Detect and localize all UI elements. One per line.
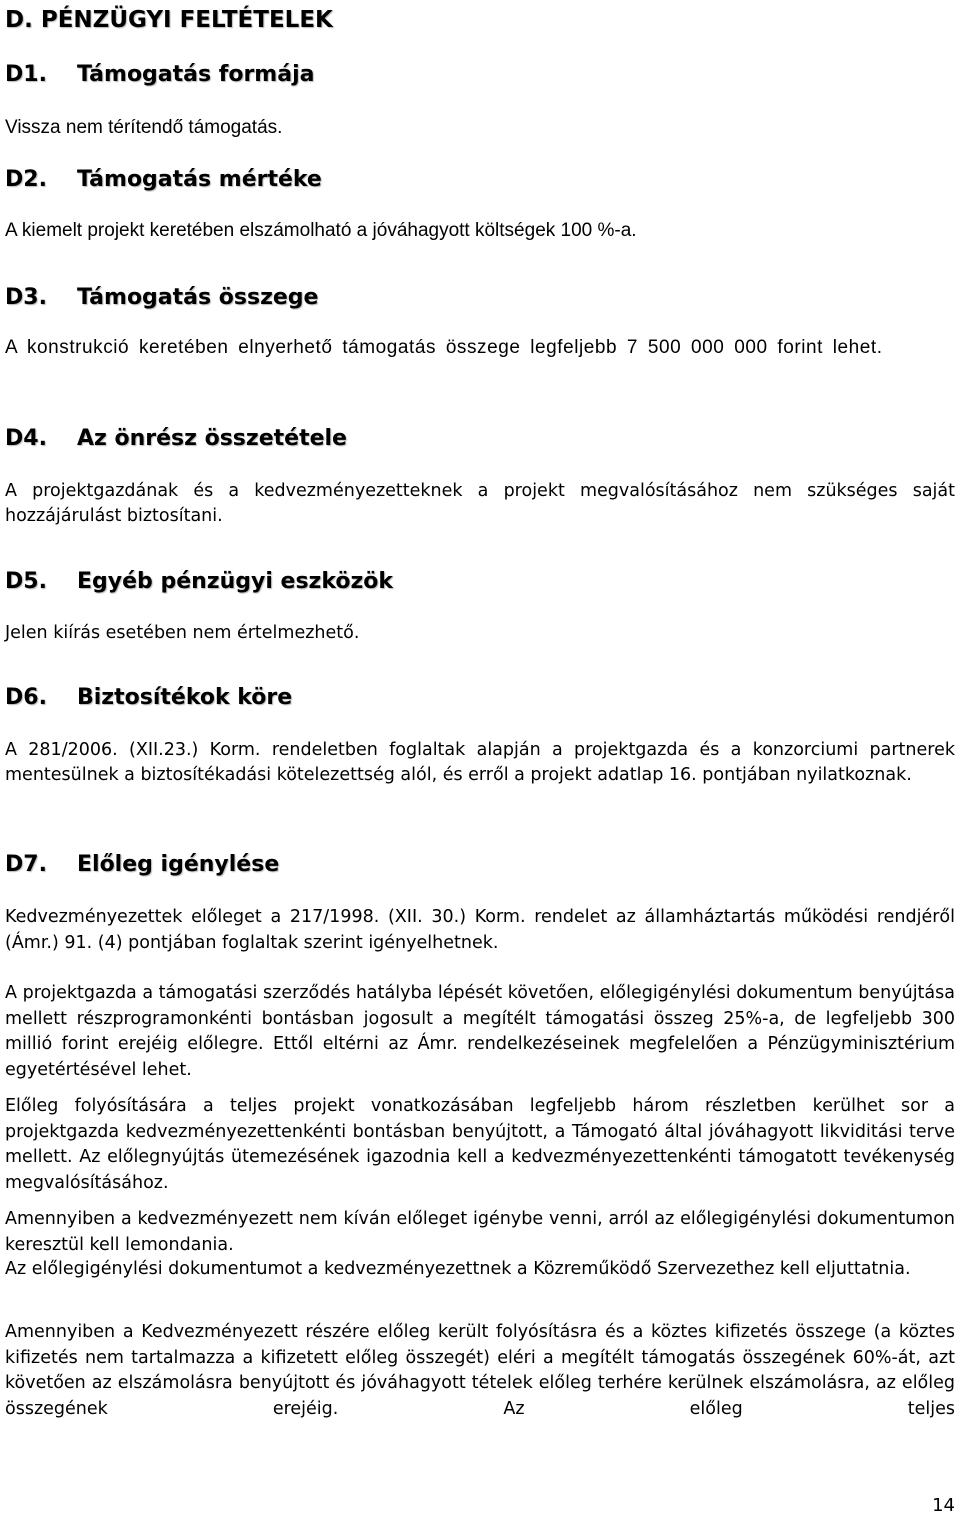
section-heading-d5 xyxy=(5,569,955,595)
document-title: D. PÉNZÜGYI FELTÉTELEK xyxy=(5,7,333,33)
paragraph: Vissza nem térítendő támogatás. xyxy=(5,117,283,138)
section-title: Egyéb pénzügyi eszközök xyxy=(77,569,394,594)
paragraph: Kedvezményezettek előleget a 217/1998. (XII. 30.) Korm. rendelet az államháztartás működési rendjéről (Ámr.) 91. (4) pontjában foglaltak szerint igényelhetnek. xyxy=(5,907,955,953)
paragraph: Az előlegigénylési dokumentumot a kedvezményezettnek a Közreműködő Szervezethez kell eljuttatnia. xyxy=(5,1259,911,1279)
section-number: D1. xyxy=(5,62,47,87)
paragraph: A konstrukció keretében elnyerhető támogatás összege legfeljebb 7 500 000 000 forint lehet. xyxy=(5,337,883,358)
section-heading-d7 xyxy=(5,852,955,878)
section-title: Biztosítékok köre xyxy=(77,685,293,710)
paragraph: Előleg folyósítására a teljes projekt vonatkozásában legfeljebb három részletben kerülhet sor a projektgazda kedvezményezettenkénti bontásban benyújtott, a Támogató által jóváhagyott likviditási terve mellett. Az előlegnyújtás ütemezésének igazodnia kell a kedvezményezettenkénti támogatott tevékenység megvalósításához. xyxy=(5,1096,955,1193)
section-title: Előleg igénylése xyxy=(77,852,280,877)
section-heading-d6 xyxy=(5,685,955,711)
section-heading-d1 xyxy=(5,62,955,88)
section-number: D6. xyxy=(5,685,47,710)
section-title: Az önrész összetétele xyxy=(77,426,347,451)
section-number: D4. xyxy=(5,426,47,451)
section-number: D3. xyxy=(5,285,47,310)
paragraph: Amennyiben a Kedvezményezett részére előleg került folyósításra és a köztes kifizetés összege (a köztes kifizetés nem tartalmazza a kifizetett előleg összegét) eléri a megítélt támogatás összegének 60%-át, azt követően az elszámolásra benyújtott és jóváhagyott tételek előleg terhére kerülnek elszámolásra, az előleg összegének erejéig. Az előleg teljes xyxy=(5,1322,955,1419)
page-number: 14 xyxy=(932,1495,955,1516)
section-number: D2. xyxy=(5,167,47,192)
section-heading-d4 xyxy=(5,426,955,452)
paragraph: A 281/2006. (XII.23.) Korm. rendeletben foglaltak alapján a projektgazda és a konzorciumi partnerek mentesülnek a biztosítékadási kötelezettség alól, és erről a projekt adatlap 16. pontjában nyilatkoznak. xyxy=(5,740,955,785)
section-number: D7. xyxy=(5,852,47,877)
section-heading-d3 xyxy=(5,285,955,311)
section-title: Támogatás mértéke xyxy=(77,167,322,192)
paragraph: A projektgazda a támogatási szerződés hatályba lépését követően, előlegigénylési dokumentum benyújtása mellett részprogramonkénti bontásban jogosult a megítélt támogatási összeg 25%-a, de legfeljebb 300 millió forint erejéig előlegre. Ettől eltérni az Ámr. rendelkezéseinek megfelelően a Pénzügyminisztérium egyetértésével lehet. xyxy=(5,983,955,1080)
section-heading-d2 xyxy=(5,167,955,193)
section-title: Támogatás összege xyxy=(77,285,319,310)
paragraph: A kiemelt projekt keretében elszámolható a jóváhagyott költségek 100 %-a. xyxy=(5,220,637,241)
section-title: Támogatás formája xyxy=(77,62,315,87)
paragraph: Jelen kiírás esetében nem értelmezhető. xyxy=(5,623,360,643)
section-number: D5. xyxy=(5,569,47,594)
paragraph: Amennyiben a kedvezményezett nem kíván előleget igénybe venni, arról az előlegigénylési dokumentumon keresztül kell lemondania. xyxy=(5,1209,955,1255)
paragraph: A projektgazdának és a kedvezményezetteknek a projekt megvalósításához nem szükséges saját hozzájárulást biztosítani. xyxy=(5,481,955,526)
